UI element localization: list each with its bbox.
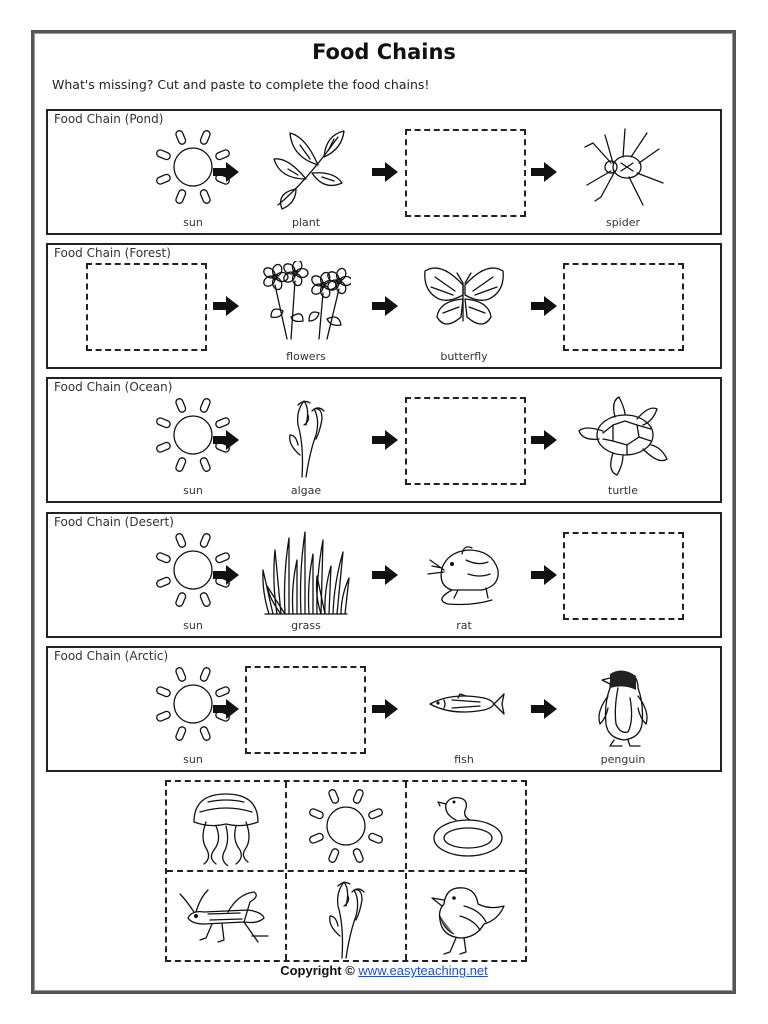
copyright-link[interactable]: www.easyteaching.net [358,963,488,978]
arrow-right-icon [213,296,239,316]
instructions: What's missing? Cut and paste to complete the food chains! [52,77,430,92]
arrow-right-icon [531,565,557,585]
chain-cell-flowers [246,245,366,367]
food-chain-arctic [46,646,722,772]
missing-item-box[interactable] [563,263,684,351]
item-caption: spider [605,216,641,229]
chain-cell-penguin [563,648,683,770]
rat-icon [422,530,506,610]
snake-icon [426,790,506,866]
item-caption: turtle [608,484,638,497]
arrow-right-icon [531,430,557,450]
grass-icon [261,530,351,616]
item-caption: sun [183,753,203,766]
plant-icon [266,127,346,211]
cutout-bird[interactable] [407,872,525,960]
cutout-jellyfish[interactable] [167,782,285,870]
item-caption: sun [183,484,203,497]
food-chain-ocean [46,377,722,503]
chain-cell-grass [246,514,366,636]
item-caption: plant [291,216,321,229]
food-chain-desert [46,512,722,638]
missing-item-box[interactable] [245,666,366,754]
missing-item-box[interactable] [405,397,526,485]
bird-icon [424,876,508,956]
grasshopper-icon [178,886,274,946]
arrow-right-icon [531,699,557,719]
item-caption: rat [456,619,472,632]
item-caption: grass [291,619,321,632]
arrow-right-icon [372,430,398,450]
chain-cell-fish [404,648,524,770]
flowers-icon [261,261,351,345]
item-caption: algae [290,484,322,497]
cutout-algae[interactable] [287,872,405,960]
jellyfish-icon [186,788,266,866]
item-caption: butterfly [440,350,488,363]
arrow-right-icon [531,296,557,316]
chain-cell-rat [404,514,524,636]
sun-icon [306,786,386,866]
turtle-icon [573,395,673,479]
chain-cell-turtle [563,379,683,501]
cutout-snake[interactable] [407,782,525,870]
item-caption: penguin [600,753,646,766]
page-title: Food Chains [312,40,456,64]
chain-cell-algae [246,379,366,501]
butterfly-icon [419,261,509,341]
arrow-right-icon [213,699,239,719]
item-caption: sun [183,216,203,229]
panel-label: Food Chain (Arctic) [54,649,169,663]
food-chain-pond [46,109,722,235]
fish-icon [422,664,506,744]
food-chain-forest [46,243,722,369]
copyright-line [0,963,768,978]
cutout-sun[interactable] [287,782,405,870]
cutout-grasshopper[interactable] [167,872,285,960]
arrow-right-icon [372,296,398,316]
arrow-right-icon [213,162,239,182]
chain-cell-spider [563,111,683,233]
item-caption: flowers [286,350,326,363]
arrow-right-icon [531,162,557,182]
missing-item-box[interactable] [563,532,684,620]
panel-label: Food Chain (Pond) [54,112,164,126]
item-caption: sun [183,619,203,632]
panel-label: Food Chain (Ocean) [54,380,173,394]
copyright-text: Copyright © [280,963,355,978]
spider-icon [581,127,665,207]
cutout-grid [165,780,527,962]
missing-item-box[interactable] [405,129,526,217]
chain-cell-butterfly [404,245,524,367]
algae-icon [276,395,336,479]
penguin-icon [588,664,658,748]
item-caption: fish [454,753,474,766]
chain-cell-plant [246,111,366,233]
panel-label: Food Chain (Desert) [54,515,174,529]
missing-item-box[interactable] [86,263,207,351]
arrow-right-icon [372,699,398,719]
arrow-right-icon [372,565,398,585]
algae-icon [316,876,376,960]
arrow-right-icon [372,162,398,182]
arrow-right-icon [213,565,239,585]
panel-label: Food Chain (Forest) [54,246,171,260]
arrow-right-icon [213,430,239,450]
